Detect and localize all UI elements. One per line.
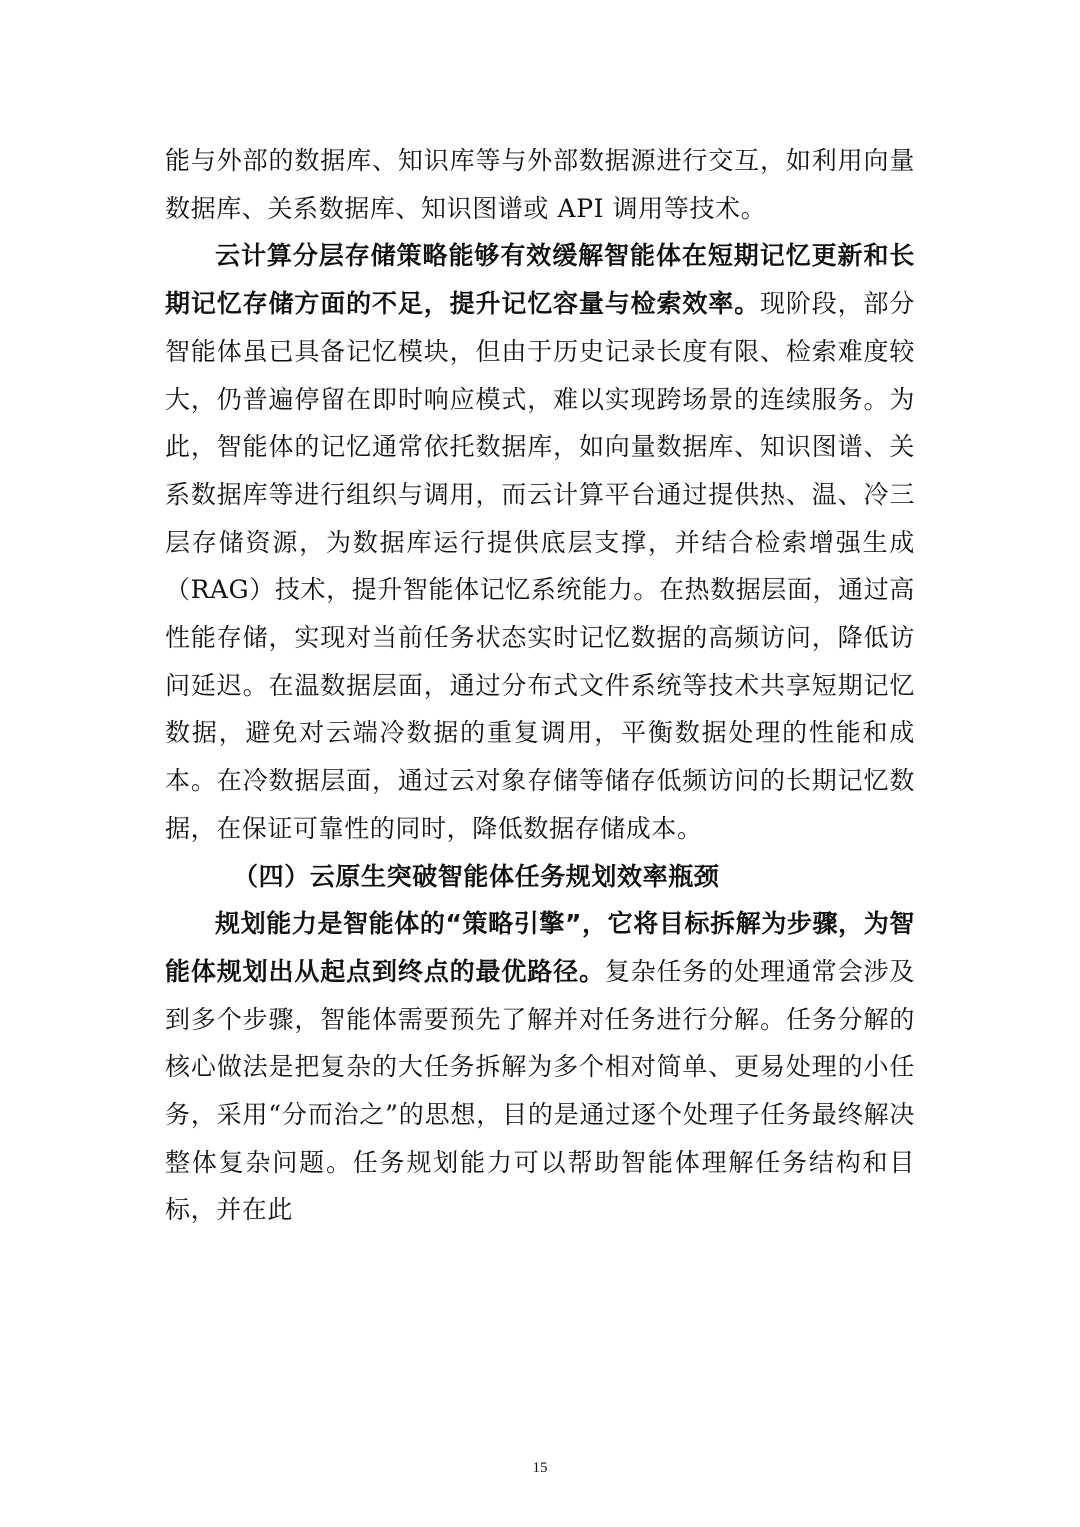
page-body [165, 137, 915, 1234]
paragraph-3 [165, 900, 915, 1234]
paragraph-2 [165, 232, 915, 852]
paragraph-1-text: 能与外部的数据库、知识库等与外部数据源进行交互，如利用向量数据库、关系数据库、知识图谱或 API 调用等技术。 [165, 146, 915, 223]
paragraph-3-text: 复杂任务的处理通常会涉及到多个步骤，智能体需要预先了解并对任务进行分解。任务分解的核心做法是把复杂的大任务拆解为多个相对简单、更易处理的小任务，采用“分而治之”的思想，目的是通过逐个处理子任务最终解决整体复杂问题。任务规划能力可以帮助智能体理解任务结构和目标，并在此 [165, 956, 915, 1225]
paragraph-2-lead: 云计算分层存储策略能够有效缓解智能体在短期记忆更新和长期记忆存储方面的不足，提升记忆容量与检索效率。 [165, 241, 915, 319]
paragraph-3-lead: 规划能力是智能体的“策略引擎”，它将目标拆解为步骤，为智能体规划出从起点到终点的最优路径。 [165, 909, 915, 986]
page-number: 15 [532, 1460, 548, 1476]
section-heading: （四）云原生突破智能体任务规划效率瓶颈 [233, 861, 720, 891]
paragraph-1 [165, 137, 915, 232]
paragraph-2-text: 现阶段，部分智能体虽已具备记忆模块，但由于历史记录长度有限、检索难度较大，仍普遍停留在即时响应模式，难以实现跨场景的连续服务。为此，智能体的记忆通常依托数据库，如向量数据库、知识图谱、关系数据库等进行组织与调用，而云计算平台通过提供热、温、冷三层存储资源，为数据库运行提供底层支撑，并结合检索增强生成（RAG）技术，提升智能体记忆系统能力。在热数据层面，通过高性能存储，实现对当前任务状态实时记忆数据的高频访问，降低访问延迟。在温数据层面，通过分布式文件系统等技术共享短期记忆数据，避免对云端冷数据的重复调用，平衡数据处理的性能和成本。在冷数据层面，通过云对象存储等储存低频访问的长期记忆数据，在保证可靠性的同时，降低数据存储成本。 [165, 289, 915, 843]
